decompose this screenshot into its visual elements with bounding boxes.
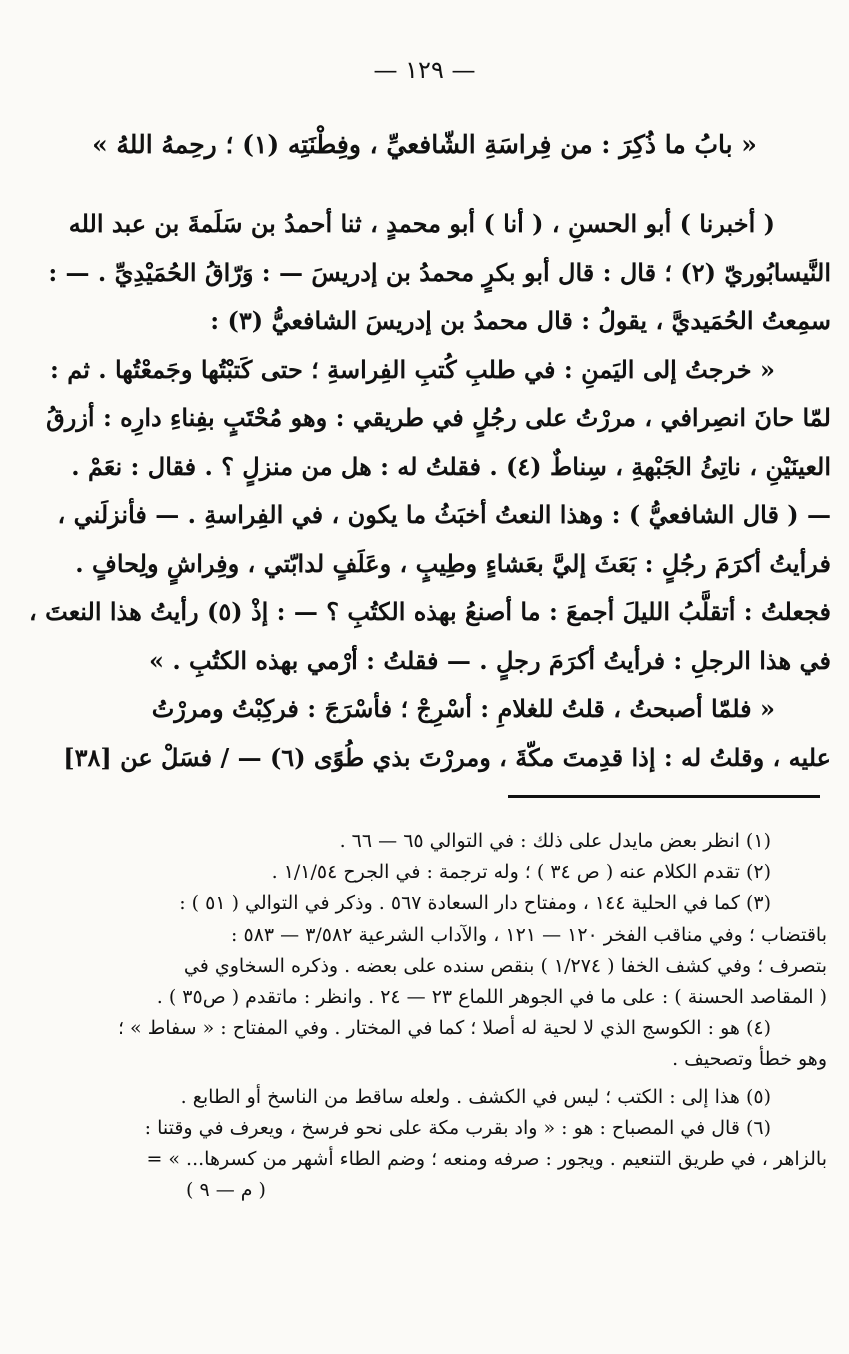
main-text bbox=[18, 200, 831, 782]
footnote-2: (٢) تقدم الكلام عنه ( ص ٣٤ ) ؛ وله ترجمة : في الجرح ١/١/٥٤ . bbox=[271, 861, 771, 884]
text-line: « خرجتُ إلى اليَمنِ : في طلبِ كُتبِ الفِراسةِ ؛ حتى كَتبْتُها وجَمعْتُها . ثم : bbox=[50, 354, 775, 384]
footnotes bbox=[16, 826, 827, 1206]
text-line: العينَيْنِ ، ناتِئُ الجَبْهةِ ، سِناطٌ (٤) . فقلتُ له : هل من منزلٍ ؟ . فقال : نعَمْ . bbox=[71, 451, 831, 481]
footnote-3-line: بتصرف ؛ وفي كشف الخفا ( ١/٢٧٤ ) بنقص سنده على بعضه . وذكره السخاوي في bbox=[183, 954, 827, 977]
text-line: عليه ، وقلتُ له : إذا قدِمتَ مكّةَ ، ومررْتَ بذي طُوًى (٦) — / فسَلْ عن [٣٨] bbox=[63, 742, 831, 772]
footnote-6-line: بالزاهر ، في طريق التنعيم . ويجور : صرفه ومنعه ؛ وضم الطاء أشهر من كسرها... » = bbox=[146, 1147, 827, 1170]
text-line: فجعلتُ : أتقلَّبُ الليلَ أجمعَ : ما أصنعُ بهذه الكتُبِ ؟ — : إذْ (٥) رأيتُ هذا النعتَ ، bbox=[29, 597, 831, 626]
text-line: لمّا حانَ انصِرافي ، مررْتُ على رجُلٍ في طريقي : وهو مُحْتَبٍ بفِناءِ دارِه : أزرقُ bbox=[46, 403, 831, 432]
text-line: ( أخبرنا ) أبو الحسنِ ، ( أنا ) أبو محمدٍ ، ثنا أحمدُ بن سَلَمةَ بن عبد الله bbox=[68, 209, 775, 238]
text-line: فرأيتُ أكرَمَ رجُلٍ : بَعَثَ إليَّ بعَشاءٍ وطِيبٍ ، وعَلَفٍ لدابّتي ، وفِراشٍ ولِحافٍ . bbox=[75, 548, 831, 578]
footnote-6: (٦) قال في المصباح : هو : « واد بقرب مكة على نحو فرسخ ، ويعرف في وقتنا : bbox=[144, 1116, 771, 1139]
footnote-3: (٣) كما في الحلية ١٤٤ ، ومفتاح دار السعادة ٥٦٧ . وذكر في التوالي ( ٥١ ) : bbox=[179, 892, 771, 915]
footnote-separator bbox=[508, 795, 820, 798]
footnote-3-line: باقتضاب ؛ وفي مناقب الفخر ١٢٠ — ١٢١ ، والآداب الشرعية ٣/٥٨٢ — ٥٨٣ : bbox=[231, 923, 827, 946]
footnote-4-line: وهو خطأ وتصحيف . bbox=[672, 1048, 827, 1071]
signature-mark: ( م — ٩ ) bbox=[186, 1179, 266, 1202]
text-line: « فلمّا أصبحتُ ، قلتُ للغلامِ : أسْرِجْ ؛ فأسْرَجَ : فركِبْتُ ومررْتُ bbox=[151, 694, 775, 723]
chapter-heading: « بابُ ما ذُكِرَ : من فِراسَةِ الشّافعيِّ ، وفِطْنَتِه (١) ؛ رحِمهُ اللهُ » bbox=[92, 130, 757, 159]
footnote-4: (٤) هو : الكوسج الذي لا لحية له أصلا ؛ كما في المختار . وفي المفتاح : « سفاط » ؛ bbox=[117, 1017, 771, 1040]
text-line: سمِعتُ الحُمَيديَّ ، يقولُ : قال محمدُ بن إدريسَ الشافعيُّ (٣) : bbox=[210, 306, 831, 335]
text-line: النَّيسابُوريّ (٢) ؛ قال : قال أبو بكرٍ محمدُ بن إدريسَ — : وَرّاقُ الحُمَيْدِيِّ . — : bbox=[48, 257, 831, 287]
page-number: — ١٢٩ — bbox=[373, 56, 476, 84]
text-line: في هذا الرجلِ : فرأيتُ أكرَمَ رجلٍ . — فقلتُ : أرْمي بهذه الكتُبِ . » bbox=[148, 645, 831, 675]
footnote-3-line: ( المقاصد الحسنة ) : على ما في الجوهر اللماع ٢٣ — ٢٤ . وانظر : ماتقدم ( ص٣٥ ) . bbox=[156, 985, 827, 1008]
footnote-1: (١) انظر بعض مايدل على ذلك : في التوالي ٦٥ — ٦٦ . bbox=[339, 830, 771, 852]
text-line: — ( قال الشافعيُّ ) : وهذا النعتُ أخبَثُ ما يكون ، في الفِراسةِ . — فأنزلَني ، bbox=[57, 500, 831, 529]
footnote-5: (٥) هذا إلى : الكتب ؛ ليس في الكشف . ولعله ساقط من الناسخ أو الطابع . bbox=[180, 1085, 771, 1108]
